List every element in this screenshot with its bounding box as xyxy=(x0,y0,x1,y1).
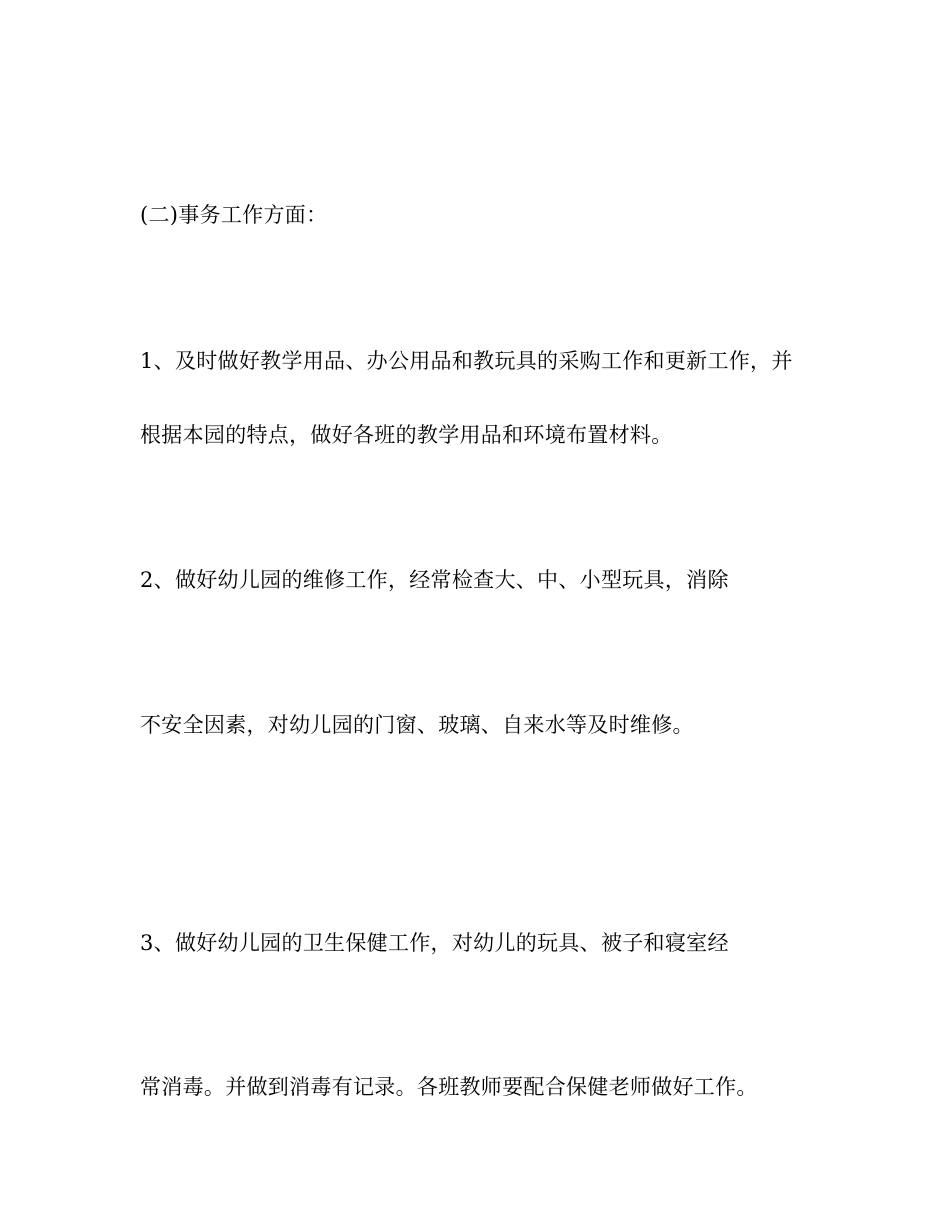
item-3-line-1: 3、做好幼儿园的卫生保健工作，对幼儿的玩具、被子和寝室经 xyxy=(140,931,729,955)
item-3-line-2: 常消毒。并做到消毒有记录。各班教师要配合保健老师做好工作。 xyxy=(140,1075,758,1099)
section-heading: (二)事务工作方面： xyxy=(140,203,328,227)
item-2-line-2: 不安全因素，对幼儿园的门窗、玻璃、自来水等及时维修。 xyxy=(140,713,694,737)
item-1-line-2: 根据本园的特点，做好各班的教学用品和环境布置材料。 xyxy=(140,423,673,447)
item-2-line-1: 2、做好幼儿园的维修工作，经常检查大、中、小型玩具，消除 xyxy=(140,568,729,592)
item-1-line-1: 1、及时做好教学用品、办公用品和教玩具的采购工作和更新工作，并 xyxy=(140,349,793,373)
